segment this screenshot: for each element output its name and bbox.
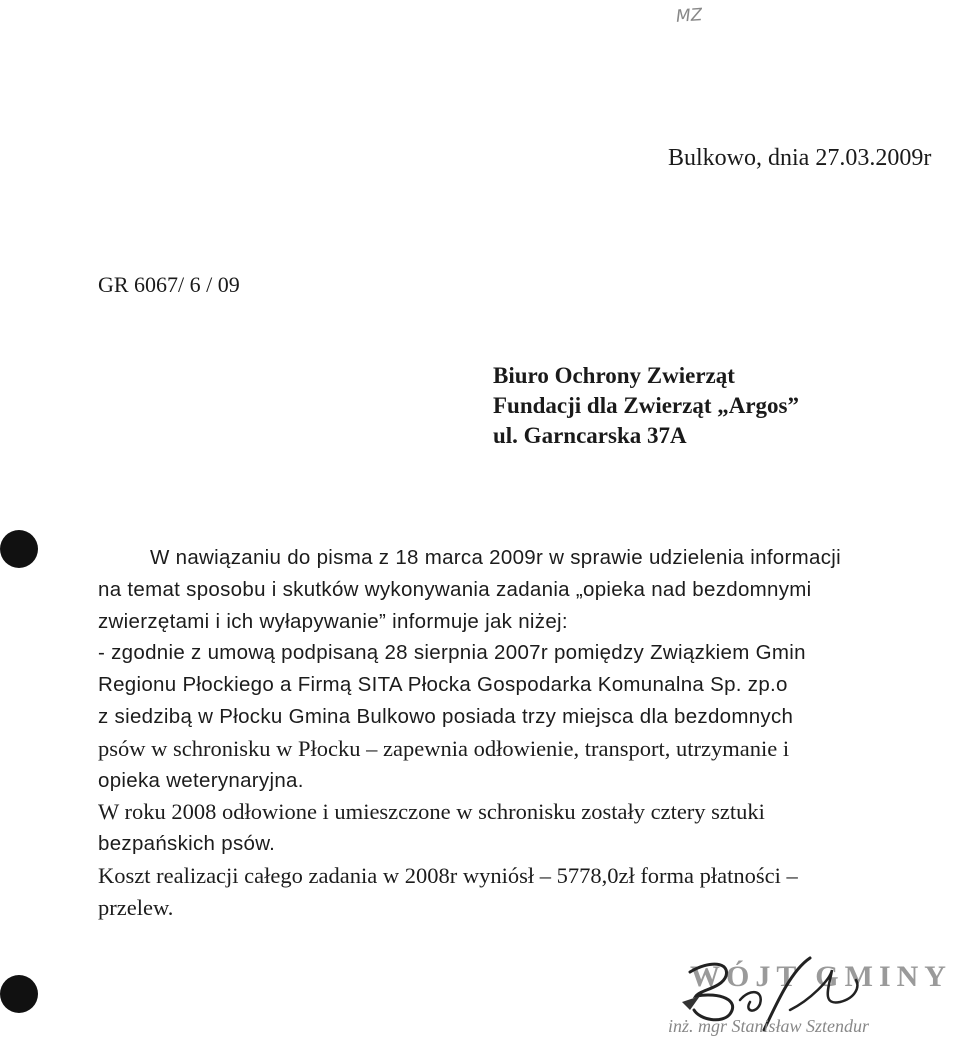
- body-line: W roku 2008 odłowione i umieszczone w schronisku zostały cztery sztuki: [98, 799, 765, 825]
- body-line: Koszt realizacji całego zadania w 2008r wyniósł – 5778,0zł forma płatności –: [98, 862, 798, 888]
- recipient-address-block: [493, 361, 799, 451]
- body-line: W nawiązaniu do pisma z 18 marca 2009r w sprawie udzielenia informacji: [150, 546, 841, 569]
- reference-number: GR 6067/ 6 / 09: [98, 272, 240, 297]
- corner-handwritten-mark: MZ: [675, 5, 703, 27]
- recipient-line-3: ul. Garncarska 37A: [493, 423, 687, 448]
- recipient-line-1: Biuro Ochrony Zwierząt: [493, 363, 735, 388]
- punch-hole-top: [0, 530, 38, 568]
- body-line: na temat sposobu i skutków wykonywania zadania „opieka nad bezdomnymi: [98, 577, 812, 601]
- body-line: z siedzibą w Płocku Gmina Bulkowo posiada trzy miejsca dla bezdomnych: [98, 704, 794, 728]
- body-line: przelew.: [98, 894, 174, 920]
- signature-block: [660, 940, 952, 1044]
- body-line: bezpańskich psów.: [98, 832, 276, 856]
- body-line: zwierzętami i ich wyłapywanie” informuje jak niżej:: [98, 609, 568, 633]
- letter-body: [98, 542, 841, 924]
- body-line: psów w schronisku w Płocku – zapewnia odłowienie, transport, utrzymanie i: [98, 735, 790, 761]
- recipient-line-2: Fundacji dla Zwierząt „Argos”: [493, 393, 800, 418]
- body-line: opieka weterynaryjna.: [98, 768, 304, 792]
- body-line: Regionu Płockiego a Firmą SITA Płocka Gospodarka Komunalna Sp. zp.o: [98, 673, 788, 697]
- punch-hole-bottom: [0, 975, 38, 1013]
- body-line: - zgodnie z umową podpisaną 28 sierpnia 2007r pomiędzy Związkiem Gmin: [98, 641, 806, 665]
- official-stamp-text: WÓJT GMINY: [690, 960, 952, 993]
- signer-name: inż. mgr Stanisław Sztendur: [668, 1016, 870, 1036]
- date-line: Bulkowo, dnia 27.03.2009r: [668, 145, 932, 171]
